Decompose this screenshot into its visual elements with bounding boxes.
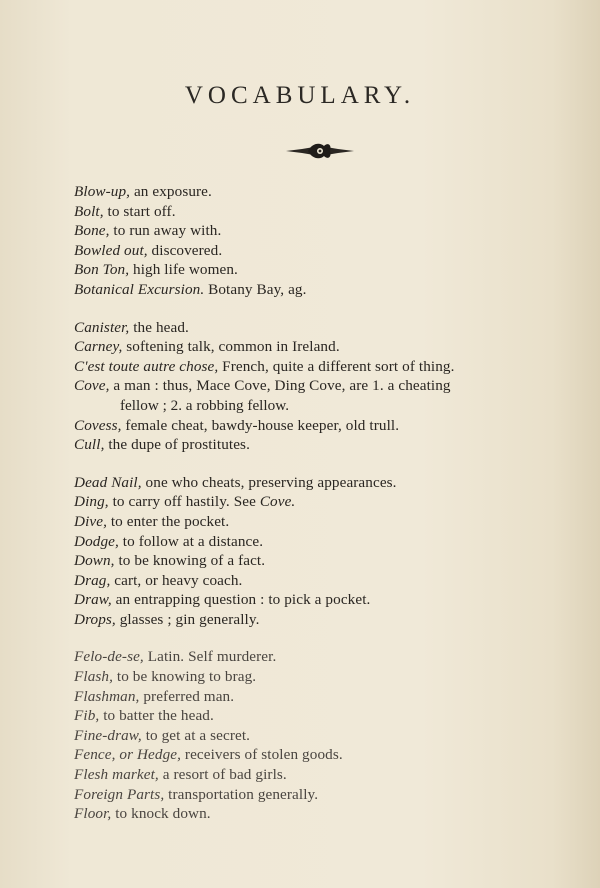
entry-term: Draw, xyxy=(74,591,112,609)
vocabulary-entry xyxy=(74,667,574,687)
vocabulary-entry xyxy=(74,280,574,300)
entry-term: Drag, xyxy=(74,571,111,589)
entry-term: Drops, xyxy=(74,610,116,628)
entry-definition: French, quite a different sort of thing. xyxy=(218,357,455,375)
vocabulary-entry xyxy=(74,590,574,610)
entry-definition: to get at a secret. xyxy=(141,726,251,744)
entry-definition: softening talk, common in Ireland. xyxy=(122,338,340,356)
entry-term: C'est toute autre chose, xyxy=(74,357,219,375)
entry-term: Cove, xyxy=(74,377,110,395)
entry-definition: to be knowing to brag. xyxy=(113,668,257,686)
entry-term: Botanical Excursion. xyxy=(74,280,205,298)
entry-cross-reference: Cove. xyxy=(259,493,296,511)
entry-term: Bone, xyxy=(74,222,110,240)
entry-term: Fine-draw, xyxy=(74,726,142,744)
entry-term: Canister, xyxy=(74,318,130,336)
entry-term: Cull, xyxy=(74,436,105,454)
vocabulary-entry xyxy=(74,318,574,338)
entry-term: Ding, xyxy=(74,493,109,511)
vocabulary-entry xyxy=(74,241,574,261)
vocabulary-entry xyxy=(74,416,574,436)
entry-definition: female cheat, bawdy-house keeper, old trull. xyxy=(121,416,400,434)
vocabulary-entry xyxy=(74,357,574,377)
entry-term: Dive, xyxy=(74,512,107,530)
entry-definition: to run away with. xyxy=(109,222,222,240)
entry-term: Floor, xyxy=(74,805,112,823)
entry-definition: one who cheats, preserving appearances. xyxy=(141,473,397,491)
vocabulary-entry xyxy=(74,202,574,222)
entry-term: Fence, or Hedge, xyxy=(74,746,182,764)
entry-term: Flash, xyxy=(74,668,113,686)
entry-definition: the head. xyxy=(129,318,189,336)
vocabulary-entry xyxy=(74,726,574,746)
entry-definition: an exposure. xyxy=(130,183,212,200)
section-c xyxy=(74,318,574,455)
entry-definition: Botany Bay, ag. xyxy=(204,280,307,298)
entry-definition: glasses ; gin generally. xyxy=(115,610,260,628)
vocabulary-entry xyxy=(74,804,574,824)
entry-definition: a man : thus, Mace Cove, Ding Cove, are 1. a cheating xyxy=(109,377,451,395)
entry-definition: cart, or heavy coach. xyxy=(110,571,243,589)
entry-continuation: fellow ; 2. a robbing fellow. xyxy=(120,396,289,414)
vocabulary-entry xyxy=(74,785,574,805)
entry-term: Felo-de-se, xyxy=(74,648,144,666)
vocabulary-entry xyxy=(74,182,574,202)
vocabulary-entry xyxy=(74,745,574,765)
entry-term: Bon Ton, xyxy=(74,261,130,279)
entry-definition: Latin. Self murderer. xyxy=(143,648,277,666)
vocabulary-entry xyxy=(74,473,574,493)
page-title: VOCABULARY. xyxy=(184,82,416,109)
entry-term: Bowled out, xyxy=(74,241,148,259)
entry-term: Fib, xyxy=(74,707,100,725)
entry-definition: receivers of stolen goods. xyxy=(181,746,343,764)
entry-term: Blow-up, xyxy=(74,183,131,200)
entry-definition: high life women. xyxy=(129,261,238,279)
entry-definition: to knock down. xyxy=(111,805,211,823)
entry-term: Covess, xyxy=(74,416,122,434)
entry-definition: to batter the head. xyxy=(99,707,214,725)
entry-definition: to start off. xyxy=(103,202,176,220)
entry-definition: the dupe of prostitutes. xyxy=(104,436,250,454)
entry-term: Carney, xyxy=(74,338,123,356)
vocabulary-entry xyxy=(74,610,574,630)
vocabulary-entry xyxy=(74,765,574,785)
entry-definition: to be knowing of a fact. xyxy=(114,552,266,570)
entry-definition: discovered. xyxy=(147,241,223,259)
vocabulary-entry xyxy=(74,376,574,396)
vocabulary-entry xyxy=(74,492,574,512)
entry-definition: to enter the pocket. xyxy=(106,512,230,530)
vocabulary-entry xyxy=(74,435,574,455)
entry-term: Flashman, xyxy=(74,687,140,705)
entry-term: Bolt, xyxy=(74,202,104,220)
vocabulary-entry xyxy=(74,532,574,552)
vocabulary-list xyxy=(74,182,574,842)
vocabulary-entry xyxy=(74,512,574,532)
vocabulary-entry xyxy=(74,647,574,667)
vocabulary-entry xyxy=(74,687,574,707)
section-d xyxy=(74,473,574,630)
entry-term: Down, xyxy=(74,552,115,570)
entry-definition: a resort of bad girls. xyxy=(158,766,287,784)
vocabulary-entry xyxy=(74,221,574,241)
entry-term: Foreign Parts, xyxy=(74,785,165,803)
section-b xyxy=(74,182,574,300)
vocabulary-entry xyxy=(74,551,574,571)
entry-term: Flesh market, xyxy=(74,766,159,784)
vocabulary-entry xyxy=(74,571,574,591)
vocabulary-entry xyxy=(74,706,574,726)
entry-term: Dodge, xyxy=(74,532,119,550)
entry-definition: to carry off hastily. See xyxy=(108,493,260,511)
ornament-icon xyxy=(284,137,356,165)
entry-definition: transportation generally. xyxy=(164,785,319,803)
entry-definition: to follow at a distance. xyxy=(118,532,264,550)
entry-term: Dead Nail, xyxy=(74,473,142,491)
section-f xyxy=(74,647,574,823)
vocabulary-entry xyxy=(74,260,574,280)
vocabulary-entry xyxy=(74,337,574,357)
entry-definition: an entrapping question : to pick a pocket. xyxy=(111,591,371,609)
entry-definition: preferred man. xyxy=(139,687,235,705)
